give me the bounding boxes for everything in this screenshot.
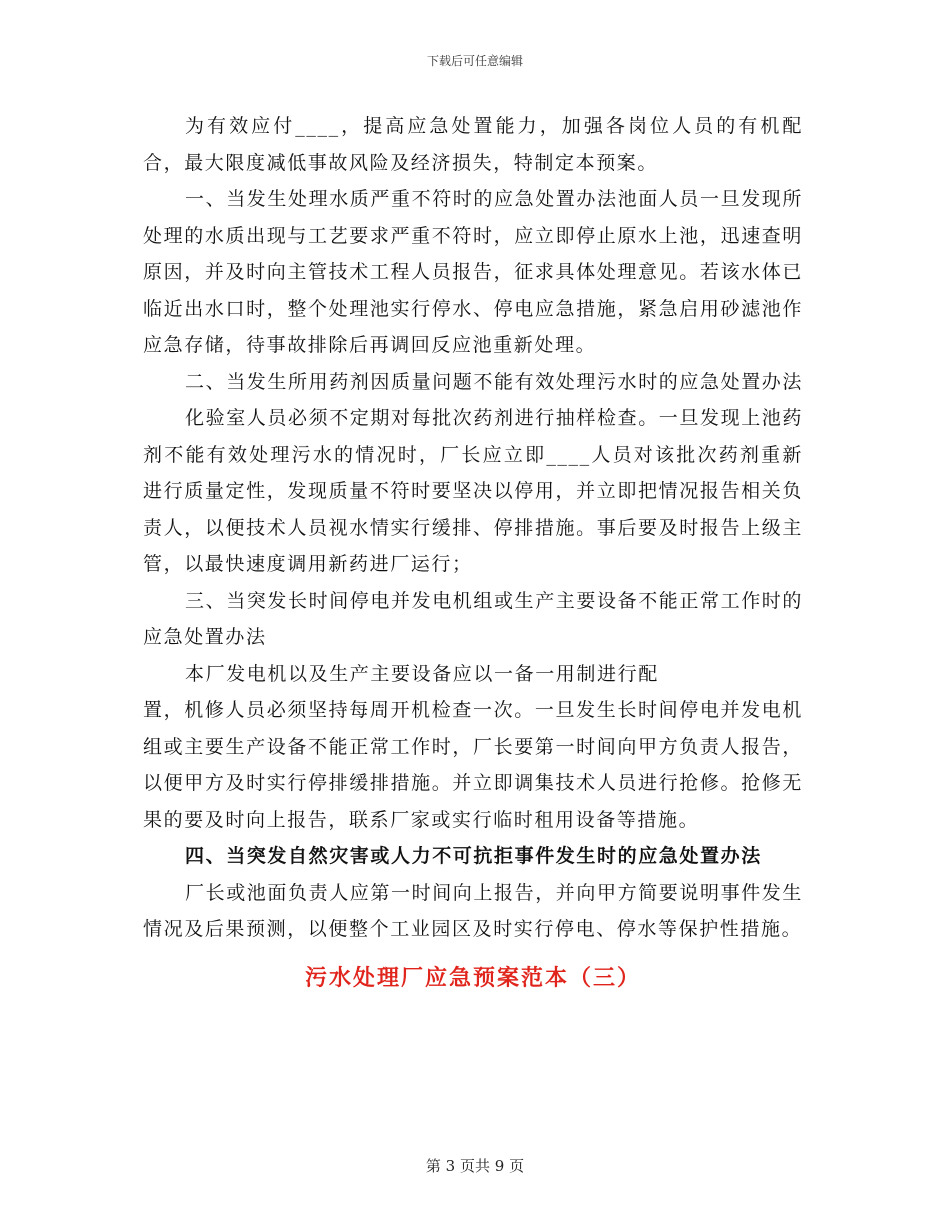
section-two-paragraph: 化验室人员必须不定期对每批次药剂进行抽样检查。一旦发现上池药剂不能有效处理污水的情况时，厂长应立即____人员对该批次药剂重新进行质量定性，发现质量不符时要坚决以停用，并立即把情况报告相关负责人，以便技术人员视水情实行缓排、停排措施。事后要及时报告上级主管，以最快速度调用新药进厂运行； (143, 407, 804, 575)
section-four-heading: 四、当突发自然灾害或人力不可抗拒事件发生时的应急处置办法 (185, 845, 762, 867)
intro-paragraph: 为有效应付____，提高应急处置能力，加强各岗位人员的有机配合，最大限度减低事故风险及经济损失，特制定本预案。 (143, 115, 803, 174)
section-three-line: 本厂发电机以及生产主要设备应以一备一用制进行配 (185, 662, 659, 685)
page-header: 下载后可任意编辑 (426, 54, 523, 68)
document-body (143, 108, 803, 998)
section-three-heading: 三、当突发长时间停电并发电机组或生产主要设备不能正常工作时的应急处置办法 (143, 589, 804, 648)
section-four-paragraph: 厂长或池面负责人应第一时间向上报告，并向甲方简要说明事件发生情况及后果预测，以便整个工业园区及时实行停电、停水等保护性措施。 (143, 881, 804, 940)
section-title: 污水处理厂应急预案范本（三） (304, 964, 641, 991)
section-three-paragraph: 置，机修人员必须坚持每周开机检查一次。一旦发生长时间停电并发电机组或主要生产设备不能正常工作时，厂长要第一时间向甲方负责人报告，以便甲方及时实行停排缓排措施。并立即调集技术人员进行抢修。抢修无果的要及时向上报告，联系厂家或实行临时租用设备等措施。 (143, 699, 803, 831)
page-number: 第 3 页共 9 页 (425, 1157, 525, 1175)
section-one-paragraph: 一、当发生处理水质严重不符时的应急处置办法池面人员一旦发现所处理的水质出现与工艺要求严重不符时，应立即停止原水上池，迅速查明原因，并及时向主管技术工程人员报告，征求具体处理意见。若该水体已临近出水口时，整个处理池实行停水、停电应急措施，紧急启用砂滤池作应急存储，待事故排除后再调回反应池重新处理。 (143, 188, 804, 356)
section-two-heading: 二、当发生所用药剂因质量问题不能有效处理污水时的应急处置办法 (185, 370, 804, 393)
